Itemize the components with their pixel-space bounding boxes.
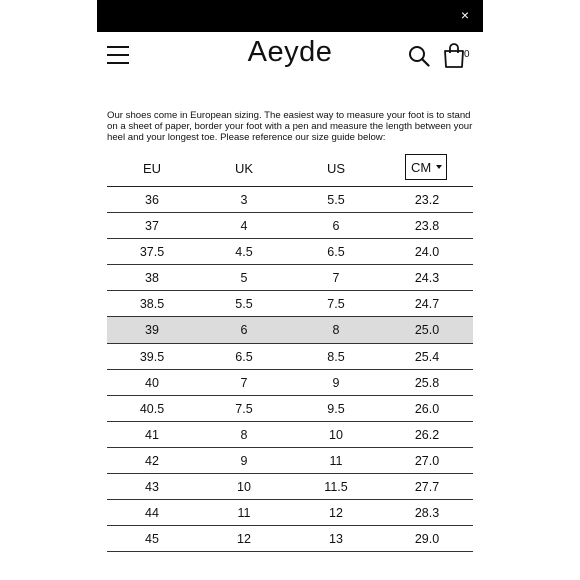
cart-count: 0 bbox=[464, 49, 470, 60]
site-header bbox=[97, 32, 483, 80]
cell-us: 12 bbox=[329, 506, 343, 521]
cell-eu: 39 bbox=[145, 323, 159, 338]
cell-cm: 24.0 bbox=[414, 245, 440, 260]
table-row bbox=[107, 344, 473, 370]
cell-eu: 40 bbox=[145, 375, 159, 390]
cell-eu: 42 bbox=[145, 453, 159, 468]
cell-us: 6 bbox=[332, 219, 340, 234]
cell-us: 8.5 bbox=[327, 349, 345, 364]
cell-eu: 45 bbox=[145, 532, 159, 547]
cell-cm: 24.7 bbox=[414, 297, 440, 312]
cell-uk: 6.5 bbox=[235, 349, 253, 364]
cell-uk: 9 bbox=[240, 453, 248, 468]
cell-cm: 26.2 bbox=[414, 427, 440, 442]
table-row bbox=[107, 187, 473, 213]
cell-uk: 4 bbox=[240, 219, 248, 234]
cell-uk: 7 bbox=[240, 375, 248, 390]
cell-cm: 23.8 bbox=[414, 219, 440, 234]
cell-us: 8 bbox=[332, 323, 340, 338]
cell-cm: 23.2 bbox=[414, 193, 440, 207]
table-row bbox=[107, 526, 473, 552]
table-header bbox=[107, 150, 473, 187]
cell-cm: 29.0 bbox=[414, 532, 440, 547]
column-header-eu: EU bbox=[142, 161, 162, 176]
cell-us: 7 bbox=[332, 271, 340, 286]
cell-us: 10 bbox=[329, 427, 343, 442]
table-row bbox=[107, 370, 473, 396]
cell-eu: 39.5 bbox=[139, 349, 165, 364]
cell-cm: 25.0 bbox=[414, 323, 440, 338]
column-header-uk: UK bbox=[234, 161, 254, 176]
table-row bbox=[107, 291, 473, 317]
table-row bbox=[107, 500, 473, 526]
cell-uk: 10 bbox=[237, 480, 251, 495]
cell-cm: 26.0 bbox=[414, 401, 440, 416]
brand-logo[interactable]: Aeyde bbox=[247, 36, 333, 68]
cell-uk: 12 bbox=[237, 532, 251, 547]
cell-uk: 5.5 bbox=[235, 297, 253, 312]
shopping-bag-icon[interactable] bbox=[443, 43, 465, 69]
table-row bbox=[107, 448, 473, 474]
caret-down-icon bbox=[436, 165, 442, 169]
cell-eu: 43 bbox=[145, 480, 159, 495]
cell-eu: 37.5 bbox=[139, 245, 165, 260]
close-icon[interactable]: × bbox=[460, 7, 469, 23]
cell-us: 11.5 bbox=[324, 480, 348, 495]
cell-us: 5.5 bbox=[327, 193, 345, 207]
table-row bbox=[107, 396, 473, 422]
cell-cm: 27.7 bbox=[414, 480, 440, 495]
cell-us: 9 bbox=[332, 375, 340, 390]
cell-uk: 3 bbox=[240, 193, 248, 207]
table-row bbox=[107, 265, 473, 291]
cell-eu: 38.5 bbox=[139, 297, 165, 312]
cell-cm: 25.8 bbox=[414, 375, 440, 390]
cell-eu: 36 bbox=[145, 193, 159, 207]
cell-us: 11 bbox=[329, 453, 343, 468]
cell-eu: 44 bbox=[145, 506, 159, 521]
size-table bbox=[107, 150, 473, 552]
cell-cm: 24.3 bbox=[414, 271, 440, 286]
cell-eu: 38 bbox=[145, 271, 159, 286]
cell-us: 7.5 bbox=[327, 297, 345, 312]
unit-dropdown-label: CM bbox=[411, 160, 432, 175]
cell-cm: 27.0 bbox=[414, 453, 440, 468]
cell-uk: 6 bbox=[240, 323, 248, 338]
search-icon[interactable] bbox=[408, 45, 430, 67]
cell-cm: 25.4 bbox=[414, 349, 440, 364]
table-row bbox=[107, 317, 473, 343]
table-row bbox=[107, 422, 473, 448]
cell-uk: 7.5 bbox=[235, 401, 253, 416]
cell-uk: 4.5 bbox=[235, 245, 253, 260]
size-guide-intro: Our shoes come in European sizing. The easiest way to measure your foot is to stand on a sheet of paper, border your foot with a pen and measure the length between your heel and your longest toe. Please reference our size guide below: bbox=[107, 109, 473, 143]
cell-uk: 11 bbox=[237, 506, 251, 521]
cell-eu: 40.5 bbox=[139, 401, 165, 416]
cell-us: 13 bbox=[329, 532, 343, 547]
cell-cm: 28.3 bbox=[414, 506, 440, 521]
cell-uk: 8 bbox=[240, 427, 248, 442]
cell-eu: 37 bbox=[145, 219, 159, 234]
cell-eu: 41 bbox=[145, 427, 159, 442]
table-row bbox=[107, 474, 473, 500]
table-row bbox=[107, 213, 473, 239]
column-header-us: US bbox=[326, 161, 346, 176]
unit-dropdown[interactable] bbox=[405, 154, 447, 180]
size-guide-page bbox=[97, 0, 483, 580]
cell-us: 6.5 bbox=[327, 245, 345, 260]
table-row bbox=[107, 239, 473, 265]
table-body bbox=[107, 187, 473, 552]
cell-uk: 5 bbox=[240, 271, 248, 286]
cell-us: 9.5 bbox=[327, 401, 345, 416]
top-bar bbox=[97, 0, 483, 32]
